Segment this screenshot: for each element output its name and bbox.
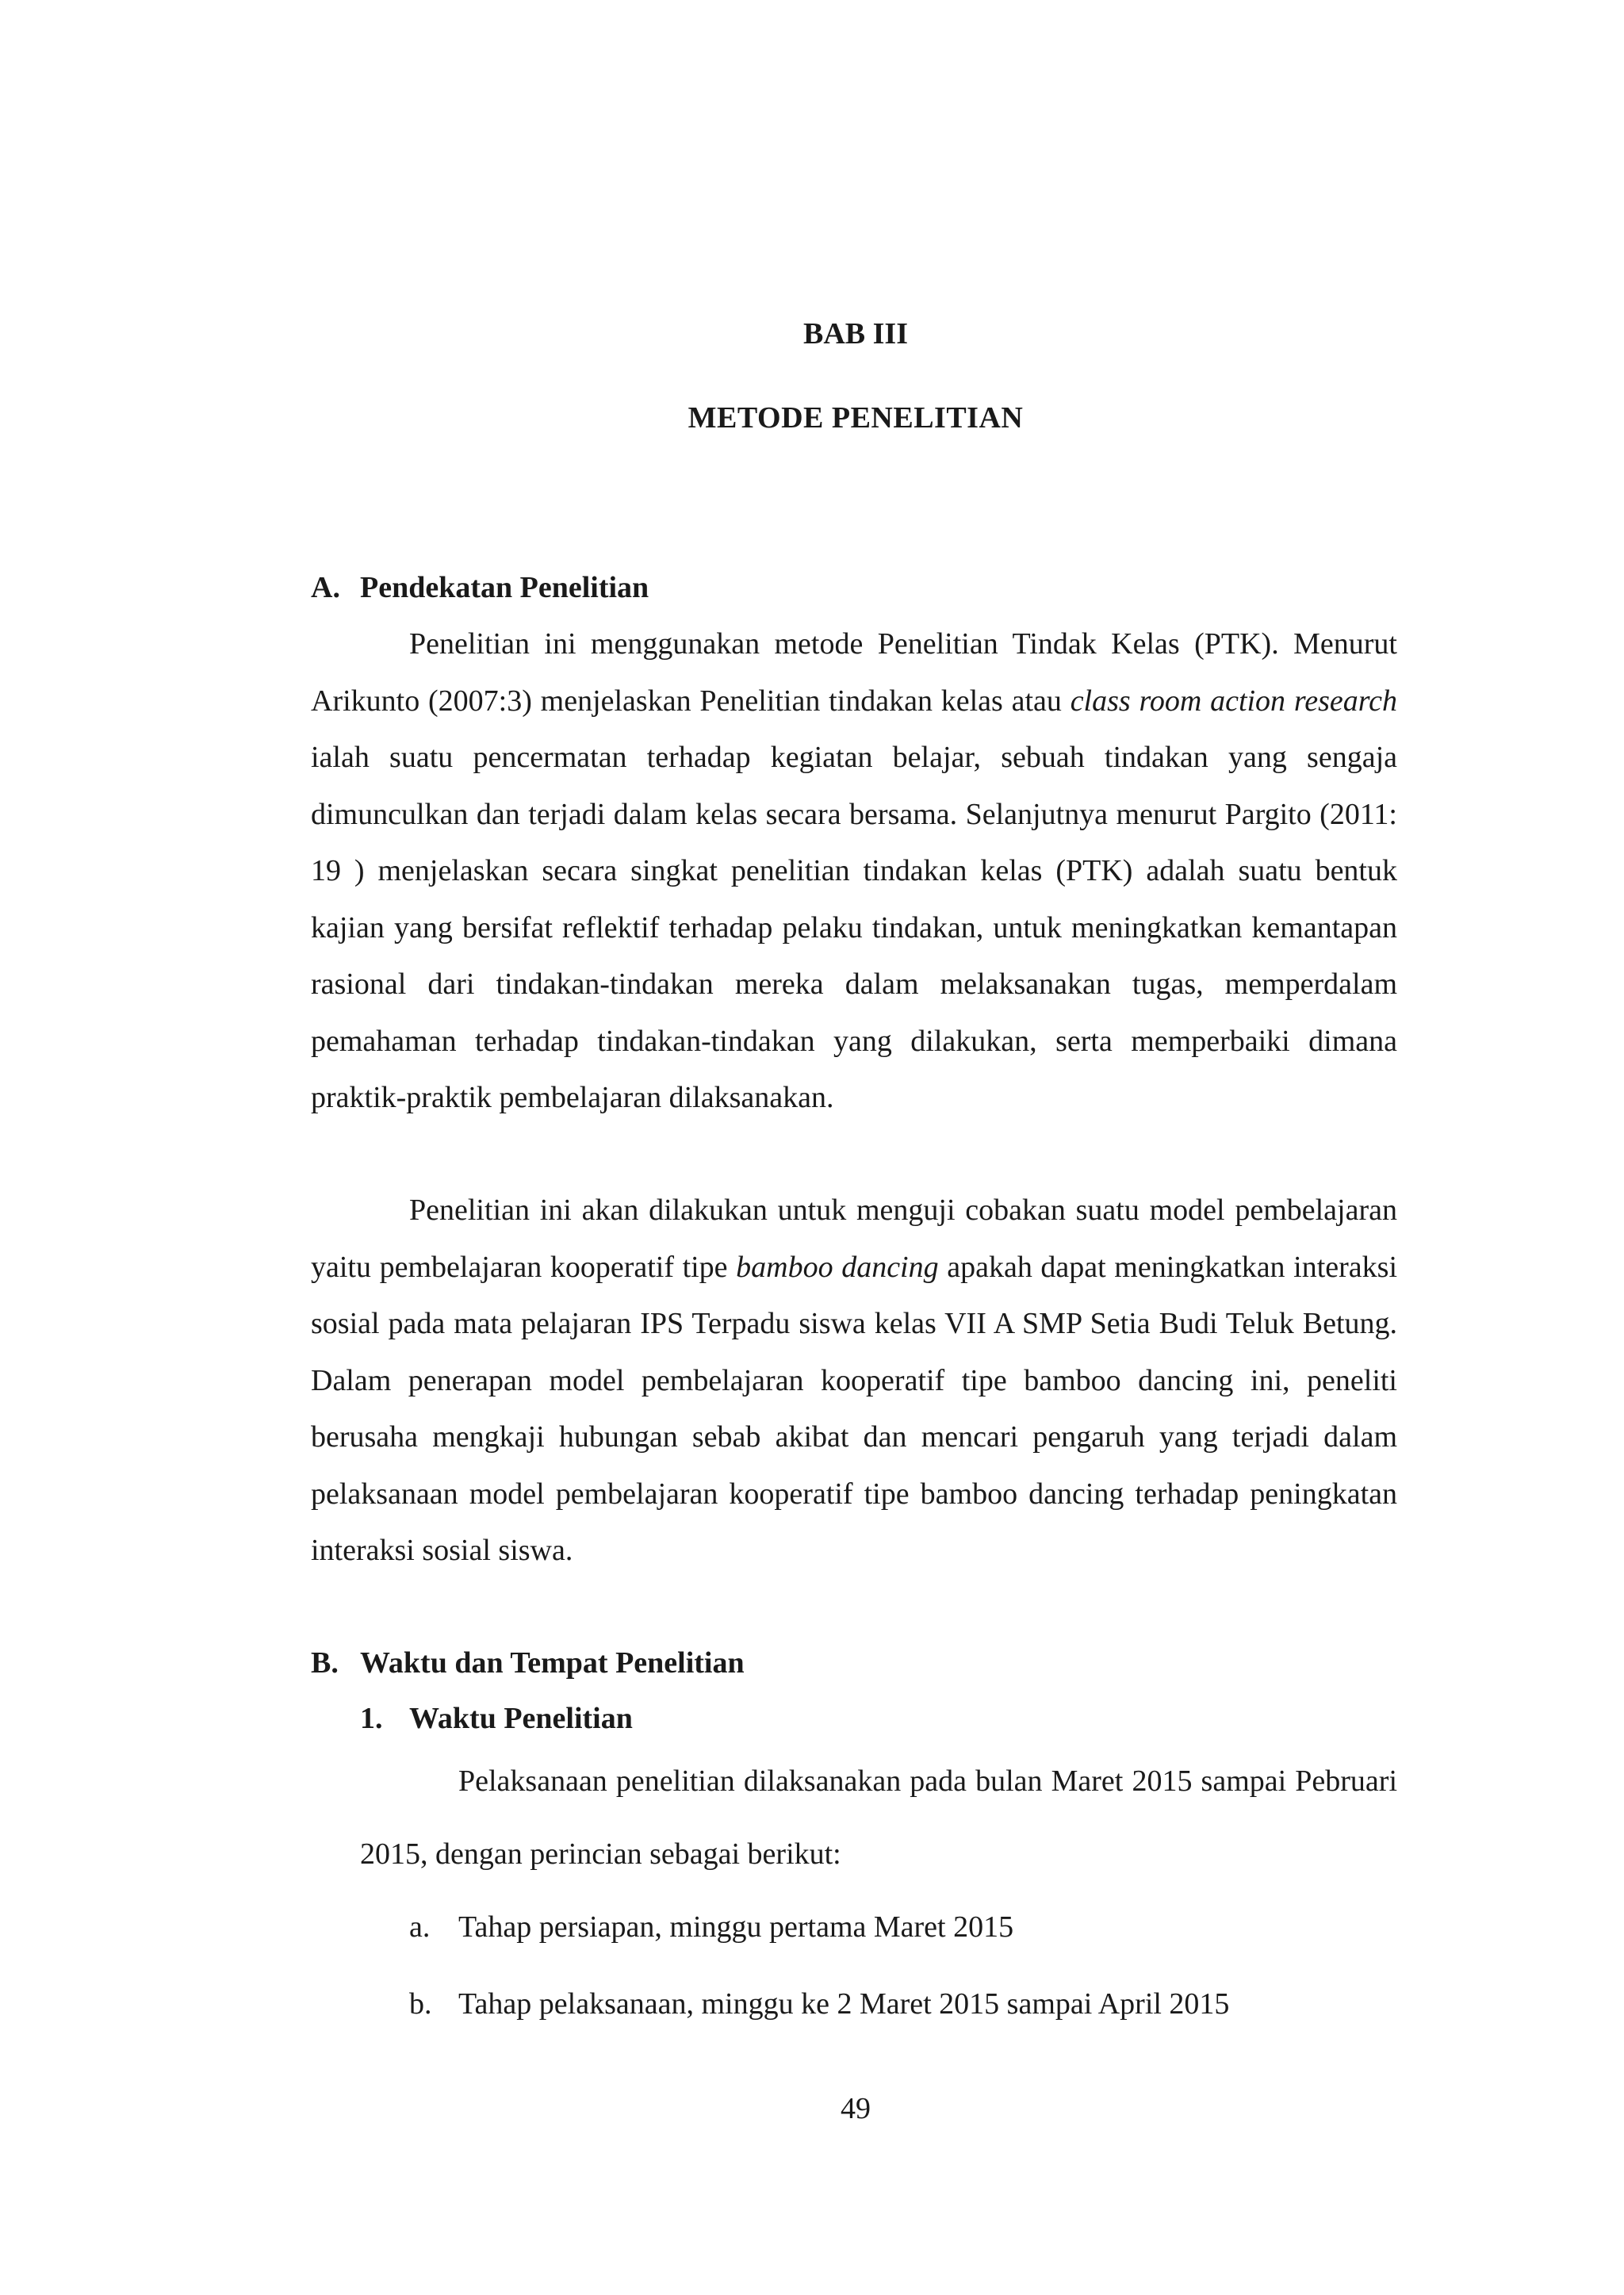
paragraph-text: apakah dapat meningkatkan interaksi sosial pada mata pelajaran IPS Terpadu siswa kelas VII A SMP Setia Budi Teluk Betung. Dalam penerapan model pembelajaran kooperatif tipe bamboo dancing ini, peneliti berusaha mengkaji hubungan sebab akibat dan mencari pengaruh yang terjadi dalam pelaksanaan model pembelajaran kooperatif tipe bamboo dancing terhadap peningkatan interaksi sosial siswa.	[311, 1250, 1398, 1567]
paragraph-pendekatan-1	[311, 616, 1397, 1127]
paragraph-text: ialah suatu pencermatan terhadap kegiatan belajar, sebuah tindakan yang sengaja dimunculkan dan terjadi dalam kelas secara bersama. Selanjutnya menurut Pargito (2011: 19 ) menjelaskan secara singkat penelitian tindakan kelas (PTK) adalah suatu bentuk kajian yang bersifat reflektif terhadap pelaku tindakan, untuk meningkatkan kemantapan rasional dari tindakan-tindakan mereka dalam melaksanakan tugas, memperdalam pemahaman terhadap tindakan-tindakan yang dilakukan, serta memperbaiki dimana praktik-praktik pembelajaran dilaksanakan.	[311, 741, 1397, 1114]
list-marker: b.	[409, 1987, 432, 2021]
page-number: 49	[841, 2092, 871, 2125]
chapter-number: BAB III	[803, 317, 908, 351]
section-heading-a	[311, 573, 649, 603]
section-title: Waktu dan Tempat Penelitian	[360, 1646, 745, 1680]
subsection-number: 1.	[360, 1702, 383, 1735]
list-item	[409, 1912, 1013, 1942]
list-item	[409, 1989, 1229, 2019]
paragraph-text: Penelitian ini akan dilakukan untuk menguji cobakan suatu model pembelajaran yaitu pembelajaran kooperatif tipe	[311, 1193, 1397, 1284]
italic-term: class room action research	[1070, 684, 1397, 718]
section-title: Pendekatan Penelitian	[360, 571, 649, 604]
paragraph-waktu: Pelaksanaan penelitian dilaksanakan pada bulan Maret 2015 sampai Pebruari 2015, dengan perincian sebagai berikut:	[360, 1764, 1397, 1871]
section-number: B.	[311, 1646, 339, 1680]
paragraph-pendekatan-2	[311, 1182, 1397, 1580]
section-heading-b	[311, 1648, 745, 1678]
list-item-text: Tahap pelaksanaan, minggu ke 2 Maret 2015 sampai April 2015	[458, 1987, 1230, 2021]
section-number: A.	[311, 571, 340, 604]
italic-term: bamboo dancing	[736, 1250, 939, 1284]
list-item-text: Tahap persiapan, minggu pertama Maret 2015	[458, 1910, 1014, 1944]
subsection-heading-1	[360, 1703, 633, 1734]
paragraph-text: Penelitian ini menggunakan metode Penelitian Tindak Kelas (PTK). Menurut Arikunto (2007:3) menjelaskan Penelitian tindakan kelas atau	[311, 627, 1397, 718]
chapter-title: METODE PENELITIAN	[688, 401, 1024, 435]
list-marker: a.	[409, 1910, 431, 1944]
subsection-title: Waktu Penelitian	[409, 1702, 633, 1735]
